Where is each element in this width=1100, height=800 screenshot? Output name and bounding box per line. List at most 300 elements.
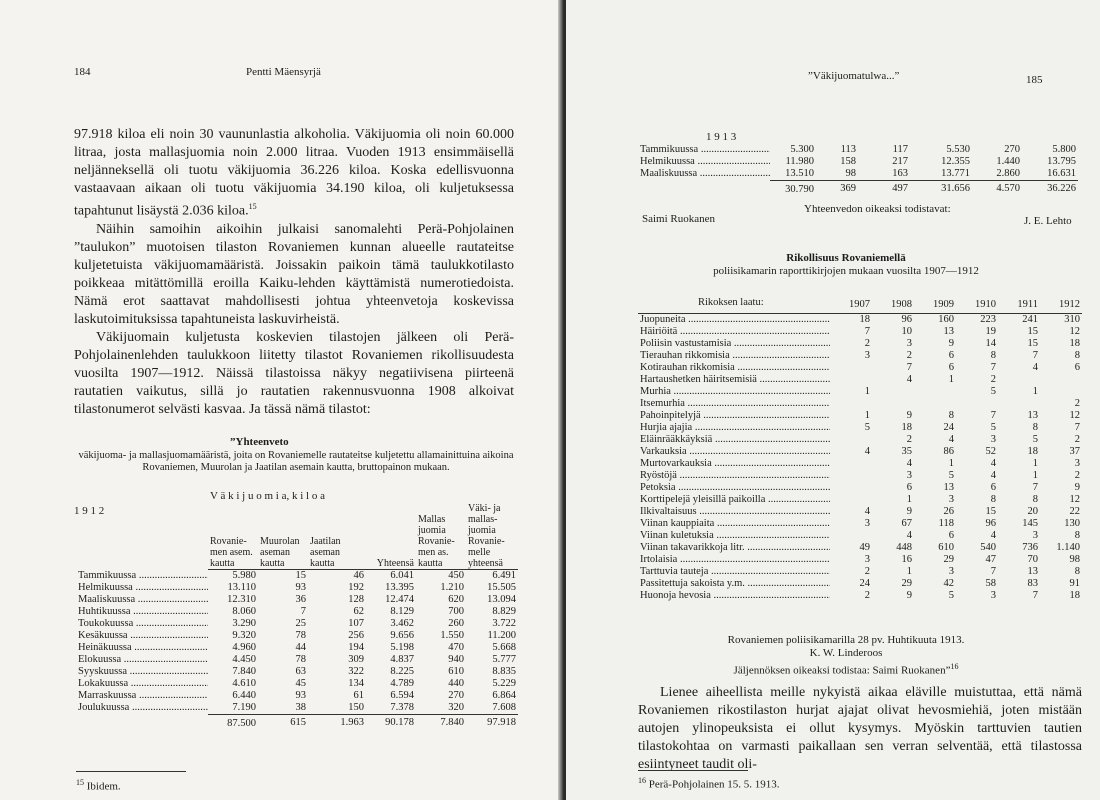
table-cell: 6 (948, 350, 954, 361)
table-cell: 13.110 (227, 582, 256, 593)
table-row (76, 678, 518, 690)
crime-title: Rikollisuus Rovaniemellä (786, 252, 906, 264)
table-cell: 1 (1032, 458, 1038, 469)
table-cell: 2 (1074, 470, 1080, 481)
table-cell: 3 (1032, 530, 1038, 541)
source-line-1: Rovaniemen poliisikamarilla 28 pv. Huhtikuuta 1913. (727, 634, 965, 646)
table-cell: 91 (1069, 578, 1080, 589)
table-cell: 7 (1032, 482, 1038, 493)
table-cell: 4 (906, 374, 912, 385)
table-cell: 7.378 (390, 702, 414, 713)
table-cell: 1.440 (996, 156, 1020, 167)
table-cell (830, 362, 872, 374)
table-cell: 96 (985, 518, 996, 529)
table-cell: 78 (295, 630, 306, 641)
row-label: Tarttuvia tauteja ..... (638, 566, 830, 578)
table-cell: 150 (348, 702, 364, 713)
table-cell: 540 (980, 542, 996, 553)
table-cell: 4 (864, 446, 870, 457)
row-label: Joulukuussa ..... (76, 702, 208, 715)
table-cell: 6 (990, 482, 996, 493)
table-row (638, 362, 1082, 374)
table-cell: 1 (864, 410, 870, 421)
table-row (638, 554, 1082, 566)
table-row (638, 156, 1078, 168)
table-cell: 130 (1064, 518, 1080, 529)
table-header-row (76, 498, 518, 570)
table-cell: 5.800 (1052, 144, 1076, 155)
table-year-1912: 1 9 1 2 (74, 505, 105, 517)
table-cell: 15.505 (487, 582, 516, 593)
table-cell: 13.771 (941, 168, 970, 179)
table-cell: 9 (906, 590, 912, 601)
table-cell: 4 (948, 434, 954, 445)
row-label: Kesäkuussa ..... (76, 630, 208, 642)
table-cell: 7 (906, 362, 912, 373)
table-cell: 6.041 (390, 570, 414, 581)
table-cell: 37 (1069, 446, 1080, 457)
row-label: Lokakuussa ..... (76, 678, 208, 690)
total-cell: 90.178 (366, 715, 416, 731)
alcohol-table-1913 (638, 144, 1078, 196)
row-label: Poliisin vastustamisia ..... (638, 338, 830, 350)
table-row (76, 606, 518, 618)
table-cell: 5 (1032, 434, 1038, 445)
table-row (638, 374, 1082, 386)
table-cell: 6.440 (232, 690, 256, 701)
table-cell (830, 374, 872, 386)
table-cell: 22 (1069, 506, 1080, 517)
table-cell: 3.290 (232, 618, 256, 629)
total-cell: 615 (258, 715, 308, 731)
paragraph-1: 97.918 kiloa eli noin 30 vaununlastia alkoholia. Väkijuomia oli noin 60.000 litraa, josta mallasjuomia noin 2.000 litraa. Vuoden 1913 ensimmäisellä neljänneksellä oli tuotu väkijuomia 36.226 kiloa. Koska edellisvuonna vastaavaan aikaan oli tuotu väkijuomia 34.190 kiloa, oli kuljetuksessa tapahtunut lisäystä 2.036 kiloa.$^{15}$ (74, 127, 514, 219)
table-cell: 7 (1032, 590, 1038, 601)
table-row (76, 630, 518, 642)
row-label: Murtovarkauksia ..... (638, 458, 830, 470)
row-label: Korttipelejä yleisillä paikoilla ..... (638, 494, 830, 506)
row-label: Viinan kauppiaita ..... (638, 518, 830, 530)
table-subtitle: väkijuoma- ja mallasjuomamääristä, joita on Rovaniemelle rautateitse kuljetettu allamainittuina aikoina Rovaniemen, Muurolan ja Jaatilan asemain kautta, bruttopainon mukaan. (78, 450, 514, 473)
table-row (638, 338, 1082, 350)
col-header: Väki- ja mallas- juomia Rovanie- melle yhteensä (466, 498, 518, 570)
table-cell: 160 (938, 314, 954, 325)
table-cell: 46 (353, 570, 364, 581)
table-cell (830, 482, 872, 494)
table-cell: 12.355 (941, 156, 970, 167)
table-cell (830, 398, 872, 410)
table-cell: 98 (1069, 554, 1080, 565)
totals-row (76, 715, 518, 731)
table-cell (914, 386, 956, 398)
table-row (638, 446, 1082, 458)
table-cell: 3 (990, 590, 996, 601)
row-label: Ryöstöjä ..... (638, 470, 830, 482)
table-cell: 13 (943, 326, 954, 337)
table-cell: 20 (1027, 506, 1038, 517)
footnote-left: $^{15}$ Ibidem. (76, 778, 121, 793)
table-cell: 67 (901, 518, 912, 529)
table-cell: 13.094 (487, 594, 516, 605)
table-cell: 7 (990, 410, 996, 421)
table-cell (998, 374, 1040, 386)
table-cell: 1.550 (440, 630, 464, 641)
table-cell: 7 (1074, 422, 1080, 433)
table-cell: 12.474 (385, 594, 414, 605)
row-label: Maaliskuussa ..... (638, 168, 770, 181)
table-row (638, 518, 1082, 530)
table-row (638, 144, 1078, 156)
table-cell: 6.864 (492, 690, 516, 701)
year-header: 1911 (998, 297, 1040, 314)
running-head-left: Pentti Mäensyrjä (246, 66, 321, 78)
table-cell: 270 (1004, 144, 1020, 155)
year-header: 1907 (830, 297, 872, 314)
table-cell: 86 (943, 446, 954, 457)
right-page (566, 0, 1100, 800)
table-cell: 26 (943, 506, 954, 517)
row-label: Häiriöitä ..... (638, 326, 830, 338)
table-cell: 1.140 (1056, 542, 1080, 553)
table-cell: 62 (353, 606, 364, 617)
table-cell: 18 (1027, 446, 1038, 457)
table-row (76, 618, 518, 630)
table-cell: 9 (906, 506, 912, 517)
table-cell: 14 (985, 338, 996, 349)
table-cell: 70 (1027, 554, 1038, 565)
table-cell: 7 (864, 326, 870, 337)
table-cell: 610 (938, 542, 954, 553)
source-line-3: Jäljennöksen oikeaksi todistaa: Saimi Ruokanen”$^{16}$ (733, 662, 959, 677)
table-cell: 4 (906, 458, 912, 469)
table-group-header: V ä k i j u o m i a, k i l o a (210, 490, 325, 502)
table-cell: 256 (348, 630, 364, 641)
table-cell: 3 (948, 494, 954, 505)
col-header: Jaatilan aseman kautta (308, 498, 366, 570)
table-cell: 4 (906, 530, 912, 541)
table-cell: 6 (948, 530, 954, 541)
table-cell: 29 (901, 578, 912, 589)
table-cell: 310 (1064, 314, 1080, 325)
total-cell: 97.918 (466, 715, 518, 731)
row-label: Toukokuussa ..... (76, 618, 208, 630)
row-label: Juopuneita ..... (638, 314, 830, 327)
table-cell: 83 (1027, 578, 1038, 589)
table-cell: 1 (906, 494, 912, 505)
table-cell: 93 (295, 690, 306, 701)
row-label: Varkauksia ..... (638, 446, 830, 458)
table-cell: 4.837 (390, 654, 414, 665)
table-cell: 19 (985, 326, 996, 337)
total-cell: 36.226 (1022, 181, 1078, 197)
table-title: ”Yhteenveto (230, 436, 289, 448)
table-cell: 8 (1074, 530, 1080, 541)
row-label: Syyskuussa ..... (76, 666, 208, 678)
table-cell: 2.860 (996, 168, 1020, 179)
table-year-1913: 1 9 1 3 (706, 131, 737, 143)
table-cell: 270 (448, 690, 464, 701)
table-cell: 6 (906, 482, 912, 493)
paragraph-2: Näihin samoihin aikoihin julkaisi sanomalehti Perä-Pohjolainen ”taulukon” muotoisen tilaston Rovaniemen kunnan alueelle rautateitse kuljetetuista väkijuomamääristä. Joissakin paikoin tämä taulukkotilasto poikkeaa mitättömillä eroilla Kaiku-lehden käyttämistä numerotiedoista. Nämä erot saattavat mahdollisesti johtua yhteenvetoja koskevissa laskutoimituksissa tapahtuneista laskuvirheistä. (74, 221, 514, 327)
table-row (76, 642, 518, 654)
table-cell: 4.789 (390, 678, 414, 689)
table-cell: 12 (1069, 410, 1080, 421)
table-cell: 9 (906, 410, 912, 421)
table-cell: 470 (448, 642, 464, 653)
row-label: Hartaushetken häiritsemisiä ..... (638, 374, 830, 386)
table-cell: 309 (348, 654, 364, 665)
table-cell: 8.829 (492, 606, 516, 617)
table-cell: 78 (295, 654, 306, 665)
table-cell: 9.320 (232, 630, 256, 641)
table-cell: 5 (990, 386, 996, 397)
table-cell (830, 530, 872, 542)
table-row (638, 590, 1082, 602)
table-row (638, 314, 1082, 327)
table-cell: 4.610 (232, 678, 256, 689)
table-row (76, 702, 518, 715)
table-cell: 6 (1074, 362, 1080, 373)
totals-row (638, 181, 1078, 197)
row-label: Passitettuja sakoista y.m. ..... (638, 578, 830, 590)
table-cell: 7 (990, 566, 996, 577)
table-cell: 8 (990, 494, 996, 505)
year-header: 1909 (914, 297, 956, 314)
table-cell: 5.777 (492, 654, 516, 665)
footnote-right: $^{16}$ Perä-Pohjolainen 15. 5. 1913. (638, 776, 780, 791)
table-cell: 3 (990, 434, 996, 445)
table-cell (998, 398, 1040, 410)
table-cell: 6.594 (390, 690, 414, 701)
row-label: Itsemurhia ..... (638, 398, 830, 410)
table-cell: 3.462 (390, 618, 414, 629)
row-label: Ilkivaltaisuus ..... (638, 506, 830, 518)
table-cell: 13.795 (1047, 156, 1076, 167)
table-cell: 18 (901, 422, 912, 433)
table-row (638, 506, 1082, 518)
table-cell: 13.395 (385, 582, 414, 593)
crime-table (638, 297, 1082, 602)
row-label: Petoksia ..... (638, 482, 830, 494)
table-cell: 1 (864, 386, 870, 397)
table-cell: 7.608 (492, 702, 516, 713)
row-label: Heinäkuussa ..... (76, 642, 208, 654)
total-cell: 30.790 (770, 181, 816, 197)
table-row (638, 386, 1082, 398)
row-label: Elokuussa ..... (76, 654, 208, 666)
table-cell: 2 (906, 350, 912, 361)
table-cell: 8.129 (390, 606, 414, 617)
table-row (638, 398, 1082, 410)
table-cell: 448 (896, 542, 912, 553)
signature-left: Saimi Ruokanen (642, 213, 716, 225)
table-cell: 118 (938, 518, 954, 529)
row-label: Kotirauhan rikkomisia ..... (638, 362, 830, 374)
table-cell: 223 (980, 314, 996, 325)
certify-line: Yhteenvedon oikeaksi todistavat: (804, 203, 951, 215)
table-row (638, 326, 1082, 338)
table-row (638, 494, 1082, 506)
table-cell: 1 (906, 566, 912, 577)
table-row (76, 582, 518, 594)
year-header: 1908 (872, 297, 914, 314)
body-text-right: Lienee aiheellista meille nykyistä aikaa eläville muistuttaa, että nämä Rovaniemen rikostilaston hurjat ajajat olivat hevosmiehiä, joten mistään autojen ylinopeuksista ei ollut kysymys. Myöskin tarttuvien tautien tilastokohtaa on varmasti paikallaan sen verran selventää, että tilastossa esiintyneet taudit oli- (638, 685, 1082, 772)
table-cell: 163 (892, 168, 908, 179)
table-row (76, 690, 518, 702)
paragraph-3: Väkijuomain kuljetusta koskevien tilastojen jälkeen oli Perä-Pohjolainenlehden taulukkoon liitetty tilastot Rovaniemen rikollisuudesta vuosilta 1907—1912. Näissä tilastoissa näkyy negatiivisena piirteenä rautatien vaikutus, sillä jo rautatien rakennusvuonna 1908 alkoivat tilastonumerot selvästi kasvaa. Ja tässä nämä tilastot: (74, 329, 514, 417)
table-cell (830, 494, 872, 506)
table-cell: 15 (985, 506, 996, 517)
table-cell: 194 (348, 642, 364, 653)
table-row (638, 542, 1082, 554)
table-cell: 1 (948, 458, 954, 469)
table-cell: 18 (1069, 338, 1080, 349)
table-row (638, 422, 1082, 434)
table-cell: 217 (892, 156, 908, 167)
row-label: Helmikuussa ..... (638, 156, 770, 168)
table-cell: 9.656 (390, 630, 414, 641)
table-cell: 10 (901, 326, 912, 337)
table-cell: 1 (1032, 386, 1038, 397)
table-cell: 3 (864, 350, 870, 361)
table-cell: 13 (1027, 410, 1038, 421)
table-cell: 42 (943, 578, 954, 589)
table-cell: 3 (948, 566, 954, 577)
table-cell: 11.200 (487, 630, 516, 641)
table-cell: 47 (985, 554, 996, 565)
table-cell: 15 (1027, 326, 1038, 337)
table-cell: 700 (448, 606, 464, 617)
footnote-rule-left (76, 771, 186, 772)
table-row (638, 566, 1082, 578)
table-cell: 15 (1027, 338, 1038, 349)
table-cell: 736 (1022, 542, 1038, 553)
row-label: Huonoja hevosia ..... (638, 590, 830, 602)
col-header: Rovanie- men asem. kautta (208, 498, 258, 570)
row-label: Huhtikuussa ..... (76, 606, 208, 618)
footnote-rule-right (638, 770, 748, 771)
body-text-left (74, 126, 514, 419)
total-cell: 1.963 (308, 715, 366, 731)
table-cell: 58 (985, 578, 996, 589)
row-label: Maaliskuussa ..... (76, 594, 208, 606)
table-cell: 1 (948, 374, 954, 385)
row-label: Eläinrääkkäyksiä ..... (638, 434, 830, 446)
row-label: Tierauhan rikkomisia ..... (638, 350, 830, 362)
table-cell: 145 (1022, 518, 1038, 529)
row-label: Hurjia ajajia ..... (638, 422, 830, 434)
table-row (76, 666, 518, 678)
table-row (638, 458, 1082, 470)
table-cell: 117 (892, 144, 908, 155)
table-cell: 18 (859, 314, 870, 325)
table-cell: 13 (1027, 566, 1038, 577)
table-row (638, 350, 1082, 362)
table-row (638, 530, 1082, 542)
table-cell: 1.210 (440, 582, 464, 593)
table-cell: 2 (990, 374, 996, 385)
table-cell: 5 (948, 590, 954, 601)
table-cell: 8 (1032, 422, 1038, 433)
source-line-2: K. W. Linderoos (809, 647, 883, 659)
table-cell: 24 (943, 422, 954, 433)
row-label: Helmikuussa ..... (76, 582, 208, 594)
table-row (638, 470, 1082, 482)
table-cell: 7 (990, 362, 996, 373)
table-cell (1040, 386, 1082, 398)
table-row (76, 570, 518, 583)
table-cell: 3.722 (492, 618, 516, 629)
table-cell: 158 (840, 156, 856, 167)
table-cell: 2 (906, 434, 912, 445)
total-cell: 369 (816, 181, 858, 197)
table-cell: 3 (906, 338, 912, 349)
table-cell: 5.668 (492, 642, 516, 653)
table-cell: 260 (448, 618, 464, 629)
table-cell: 2 (1074, 398, 1080, 409)
table-cell: 4 (864, 506, 870, 517)
crime-label-header: Rikoksen laatu: (638, 297, 830, 314)
table-cell: 6 (948, 362, 954, 373)
table-cell: 8.835 (492, 666, 516, 677)
table-cell (914, 398, 956, 410)
table-cell: 8 (948, 410, 954, 421)
table-row (638, 434, 1082, 446)
year-header: 1912 (1040, 297, 1082, 314)
table-cell: 5.300 (790, 144, 814, 155)
table-cell: 7 (300, 606, 306, 617)
total-cell: 497 (858, 181, 910, 197)
table-cell: 113 (840, 144, 856, 155)
table-cell: 4 (990, 530, 996, 541)
table-cell: 12 (1069, 326, 1080, 337)
table-row (638, 482, 1082, 494)
table-cell: 96 (901, 314, 912, 325)
table-cell: 8 (1032, 494, 1038, 505)
table-cell: 5.198 (390, 642, 414, 653)
crime-header-row (638, 297, 1082, 314)
table-cell: 3 (906, 470, 912, 481)
table-cell: 8.225 (390, 666, 414, 677)
table-cell: 4.960 (232, 642, 256, 653)
table-cell: 134 (348, 678, 364, 689)
table-cell: 7.840 (232, 666, 256, 677)
table-cell: 52 (985, 446, 996, 457)
table-cell (830, 434, 872, 446)
table-row (76, 654, 518, 666)
row-label: Irtolaisia ..... (638, 554, 830, 566)
row-label: Viinan kuletuksia ..... (638, 530, 830, 542)
table-cell: 12.310 (227, 594, 256, 605)
table-cell: 320 (448, 702, 464, 713)
table-cell: 1 (1032, 470, 1038, 481)
table-cell: 620 (448, 594, 464, 605)
signature-right: J. E. Lehto (1024, 215, 1072, 227)
footnote-ref: 15 (248, 202, 257, 211)
table-cell: 2 (1074, 434, 1080, 445)
table-cell: 3 (864, 518, 870, 529)
alcohol-table-1912 (76, 498, 518, 730)
running-head-right: ”Väkijuomatulwa...” (808, 70, 900, 82)
table-cell: 8 (990, 350, 996, 361)
row-label: Murhia ..... (638, 386, 830, 398)
table-cell: 45 (295, 678, 306, 689)
table-cell: 63 (295, 666, 306, 677)
table-cell: 49 (859, 542, 870, 553)
table-cell: 98 (845, 168, 856, 179)
table-cell: 18 (1069, 590, 1080, 601)
table-cell: 16 (901, 554, 912, 565)
table-cell: 11.980 (785, 156, 814, 167)
